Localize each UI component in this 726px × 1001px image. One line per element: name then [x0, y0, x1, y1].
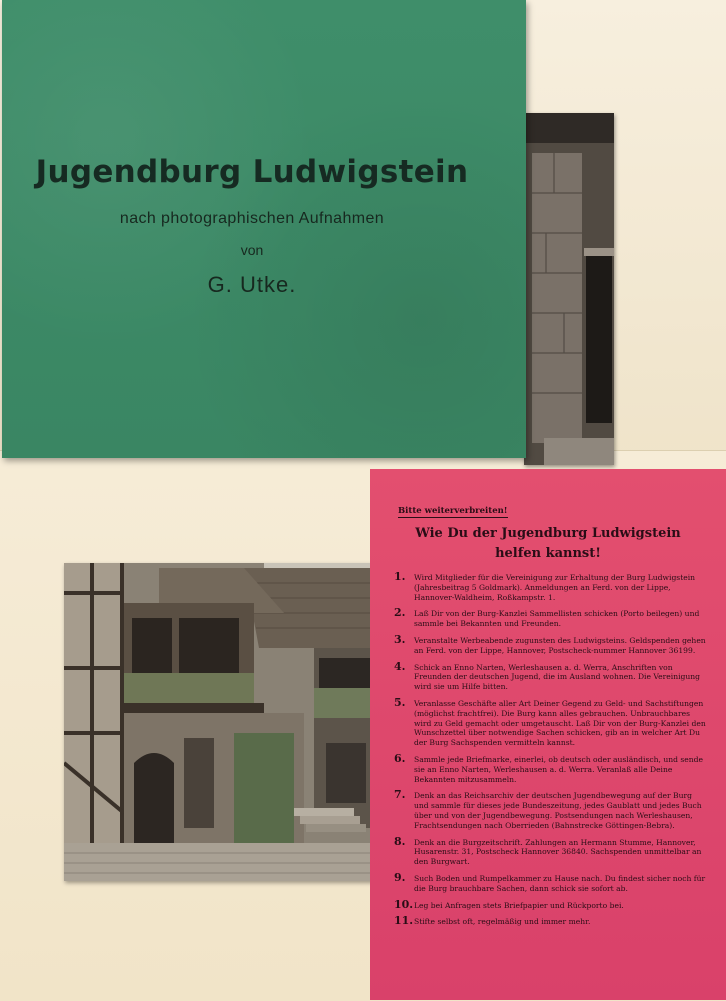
list-item: [394, 788, 706, 830]
flyer-heading-line2: helfen kannst!: [495, 546, 601, 561]
item-number: 2.: [394, 606, 406, 620]
list-item: [394, 834, 706, 867]
item-text: Denk an die Burgzeitschrift. Zahlungen an Hermann Stumme, Hannover, Husarenstr. 31, Postscheck Hannover 36840. Sachspenden unmittelbar an den Burgwart.: [414, 837, 702, 867]
item-text: Veranlasse Geschäfte aller Art Deiner Gegend zu Geld- und Sachstiftungen (möglichst frachtfrei). Die Burg kann alles gebrauchen. Unbrauchbares wird zu Geld gemacht oder umgetauscht. Laß Dir von der Burg-Kanzlei den Wunschzettel über notwendige Sachen schicken, gib an in welcher Art Du der Burg Sachspenden vermitteln kannst.: [414, 698, 706, 748]
list-item: [394, 659, 706, 692]
item-number: 1.: [394, 570, 406, 583]
item-number: 6.: [394, 751, 406, 765]
list-item: [394, 570, 706, 602]
item-text: Such Boden und Rumpelkammer zu Hause nach. Du findest sicher noch für die Burg brauchbare Sachen, dann schick sie sofort ab.: [414, 873, 706, 893]
list-item: [394, 606, 706, 629]
doorway-photo-image: [524, 113, 614, 465]
item-text: Denk an das Reichsarchiv der deutschen Jugendbewegung auf der Burg und sammle für dieses jede Bundeszeitung, jedes Gaublatt und jedes Buch über und von der Jugendbewegung. Postsendungen nach Werleshausen, Frachtsendungen nach Oberrieden (Bahnstrecke Göttingen-Bebra).: [414, 791, 702, 830]
cover-von: von: [240, 242, 264, 258]
item-number: 4.: [394, 659, 406, 673]
item-text: Sammle jede Briefmarke, einerlei, ob deutsch oder ausländisch, und sende sie an Enno Narten, Werleshausen a. d. Werra. Veranlaß alle Deine Bekannten mitzusammeln.: [414, 754, 704, 784]
item-text: Laß Dir von der Burg-Kanzlei Sammellisten schicken (Porto beilegen) und sammle bei Bekannten und Freunden.: [414, 609, 700, 629]
cover-author: G. Utke.: [207, 272, 297, 297]
flyer-list: [394, 570, 706, 934]
list-item: [394, 914, 706, 928]
item-text: Wird Mitglieder für die Vereinigung zur Erhaltung der Burg Ludwigstein (Jahresbeitrag 5 Goldmark). Anmeldungen an Ferd. von der Lippe, Hannover-Waldheim, Roßkampstr. 1.: [414, 573, 696, 602]
item-number: 9.: [394, 870, 406, 884]
list-item: [394, 751, 706, 784]
item-number: 11.: [394, 914, 414, 928]
doorway-photo: [524, 113, 614, 465]
item-text: Schick an Enno Narten, Werleshausen a. d. Werra, Anschriften von Freunden der deutschen Jugend, die im Ausland wohnen. Die Vereinigung wird sie um Hilfe bitten.: [414, 662, 701, 692]
flyer-heading-line1: Wie Du der Jugendburg Ludwigstein: [415, 526, 681, 541]
appeal-flyer: [370, 469, 726, 1000]
item-number: 5.: [394, 695, 406, 709]
item-number: 8.: [394, 834, 406, 848]
item-number: 10.: [394, 897, 414, 911]
cover-subtitle: nach photographischen Aufnahmen: [119, 210, 385, 227]
item-number: 7.: [394, 788, 406, 802]
courtyard-photo-image: [64, 563, 382, 881]
list-item: [394, 870, 706, 894]
cover-title: Jugendburg Ludwigstein: [35, 154, 469, 190]
list-item: [394, 695, 706, 748]
list-item: [394, 632, 706, 656]
flyer-tag: Bitte weiterverbreiten!: [398, 506, 508, 516]
list-item: [394, 897, 706, 911]
courtyard-photo: [64, 563, 382, 881]
item-text: Veranstalte Werbeabende zugunsten des Ludwigsteins. Geldspenden gehen an Ferd. von der Lippe, Hannover, Postscheck-nummer Hannover 36199.: [414, 635, 706, 655]
booklet-cover: [2, 0, 526, 458]
item-text: Stifte selbst oft, regelmäßig und immer mehr.: [414, 917, 591, 927]
item-text: Leg bei Anfragen stets Briefpapier und Rückporto bei.: [414, 900, 624, 910]
flyer-heading: [370, 524, 726, 564]
item-number: 3.: [394, 632, 406, 646]
